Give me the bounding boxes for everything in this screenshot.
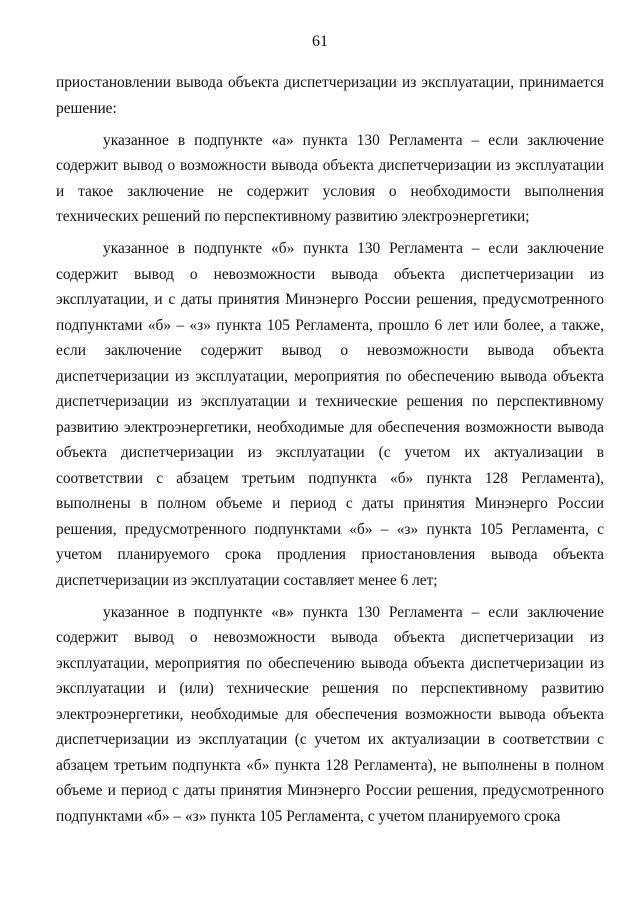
paragraph-subpoint-a: указанное в подпункте «а» пункта 130 Регламента – если заключение содержит вывод о возможности вывода объекта диспетчеризации из эксплуатации и такое заключение не содержит условия о необходимости выполнения технических решений по перспективному развитию электроэнергетики; [56,131,604,225]
document-body [56,70,604,836]
page-number: 61 [312,33,328,50]
paragraph-subpoint-v: указанное в подпункте «в» пункта 130 Регламента – если заключение содержит вывод о невозможности вывода объекта диспетчеризации из эксплуатации, мероприятия по обеспечению вывода объекта диспетчеризации из эксплуатации и (или) технические решения по перспективному развитию электроэнергетики, необходимые для обеспечения возможности вывода объекта диспетчеризации из эксплуатации (с учетом их актуализации в соответствии с абзацем третьим подпункта «б» пункта 128 Регламента), не выполнены в полном объеме и период с даты принятия Минэнерго России решения, предусмотренного подпунктами «б» – «з» пункта 105 Регламента, с учетом планируемого срока [56,603,604,825]
paragraph-subpoint-b: указанное в подпункте «б» пункта 130 Регламента – если заключение содержит вывод о невозможности вывода объекта диспетчеризации из эксплуатации, и с даты принятия Минэнерго России решения, предусмотренного подпунктами «б» – «з» пункта 105 Регламента, прошло 6 лет или более, а также, если заключение содержит вывод о невозможности вывода объекта диспетчеризации из эксплуатации, мероприятия по обеспечению вывода объекта диспетчеризации из эксплуатации и технические решения по перспективному развитию электроэнергетики, необходимые для обеспечения возможности вывода объекта диспетчеризации из эксплуатации (с учетом их актуализации в соответствии с абзацем третьим подпункта «б» пункта 128 Регламента), выполнены в полном объеме и период с даты принятия Минэнерго России решения, предусмотренного подпунктами «б» – «з» пункта 105 Регламента, с учетом планируемого срока продления приостановления вывода объекта диспетчеризации из эксплуатации составляет менее 6 лет; [56,240,604,589]
paragraph-continuation: приостановлении вывода объекта диспетчеризации из эксплуатации, принимается решение: [56,74,604,117]
